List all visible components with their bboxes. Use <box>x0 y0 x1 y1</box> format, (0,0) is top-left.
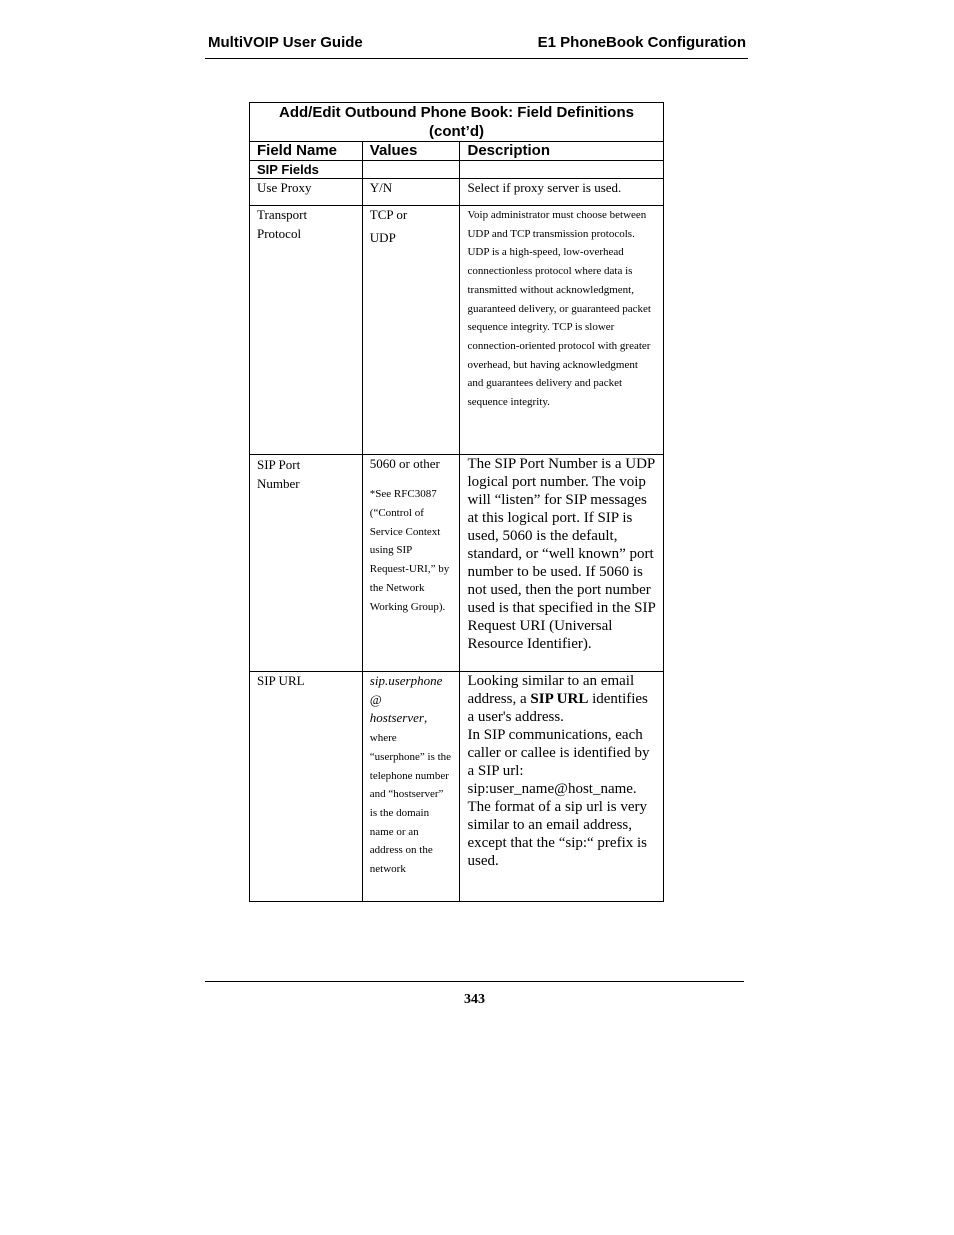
field-name-cell <box>250 455 363 672</box>
table-title-line2: (cont’d) <box>429 123 484 140</box>
description-text: In SIP communications, each caller or callee is identified by a SIP url: sip:user_name@host_name. The format of a sip url is very similar to an email address, except that the “sip:“ prefix is used. <box>467 727 650 869</box>
section-empty-cell <box>460 161 664 179</box>
page-number: 343 <box>464 992 485 1007</box>
description-bold-term: SIP URL <box>530 691 589 707</box>
column-header-description: Description <box>460 142 664 161</box>
section-title: E1 PhoneBook Configuration <box>537 34 746 51</box>
field-name-line: Number <box>257 476 300 491</box>
description-cell: The SIP Port Number is a UDP logical port number. The voip will “listen” for SIP messages at this logical port. If SIP is used, 5060 is the default, standard, or “well known” port number to be used. If 5060 is not used, then the port number used is that specified in the SIP Request URI (Universal Resource Identifier). <box>460 455 664 672</box>
column-header-values: Values <box>362 142 460 161</box>
field-name-cell <box>250 206 363 455</box>
value-at-sign: @ <box>369 691 382 707</box>
description-text: identifies a user's address. <box>467 691 648 725</box>
column-header-field-name: Field Name <box>250 142 363 161</box>
value-comma: , <box>423 710 428 726</box>
field-name-line: SIP Port <box>257 457 301 472</box>
value-line: UDP <box>369 229 396 245</box>
table-title-line1: Add/Edit Outbound Phone Book: Field Definitions <box>279 104 634 121</box>
values-cell <box>362 455 460 672</box>
value-explanation: where “userphone” is the telephone number and “hostserver” is the domain name or an address on the network <box>369 732 452 876</box>
table-title <box>250 103 664 142</box>
description-text: Looking similar to an email address, a <box>467 673 635 707</box>
value-userphone: sip.userphone <box>369 673 443 688</box>
table-row <box>250 179 664 206</box>
page-header <box>205 33 748 59</box>
section-row <box>250 161 664 179</box>
table-row <box>250 206 664 455</box>
field-name-cell: Use Proxy <box>250 179 363 206</box>
value-main: 5060 or other <box>369 456 440 471</box>
column-header-row <box>250 142 664 161</box>
field-name-cell: SIP URL <box>250 672 363 902</box>
footer-divider <box>205 981 744 982</box>
section-label: SIP Fields <box>250 161 363 179</box>
value-note: *See RFC3087 (“Control of Service Context using SIP Request-URI,” by the Network Working Group). <box>369 488 450 613</box>
field-name-line: Transport <box>257 207 308 222</box>
table-row <box>250 455 664 672</box>
guide-title: MultiVOIP User Guide <box>208 34 363 51</box>
values-cell <box>362 206 460 455</box>
description-cell: Voip administrator must choose between UDP and TCP transmission protocols. UDP is a high-speed, low-overhead connectionless protocol where data is transmitted without acknowledgment, guaranteed delivery, or guaranteed packet sequence integrity. TCP is slower connection-oriented protocol with greater overhead, but having acknowledgment and guarantees delivery and packet sequence integrity. <box>460 206 664 455</box>
field-definitions-table <box>249 102 664 902</box>
values-cell <box>362 672 460 902</box>
description-cell <box>460 672 664 902</box>
field-name-line: Protocol <box>257 225 302 241</box>
section-empty-cell <box>362 161 460 179</box>
values-cell: Y/N <box>362 179 460 206</box>
description-cell: Select if proxy server is used. <box>460 179 664 206</box>
table-row <box>250 672 664 902</box>
value-line: TCP or <box>369 207 408 222</box>
value-hostserver: hostserver <box>369 710 424 726</box>
